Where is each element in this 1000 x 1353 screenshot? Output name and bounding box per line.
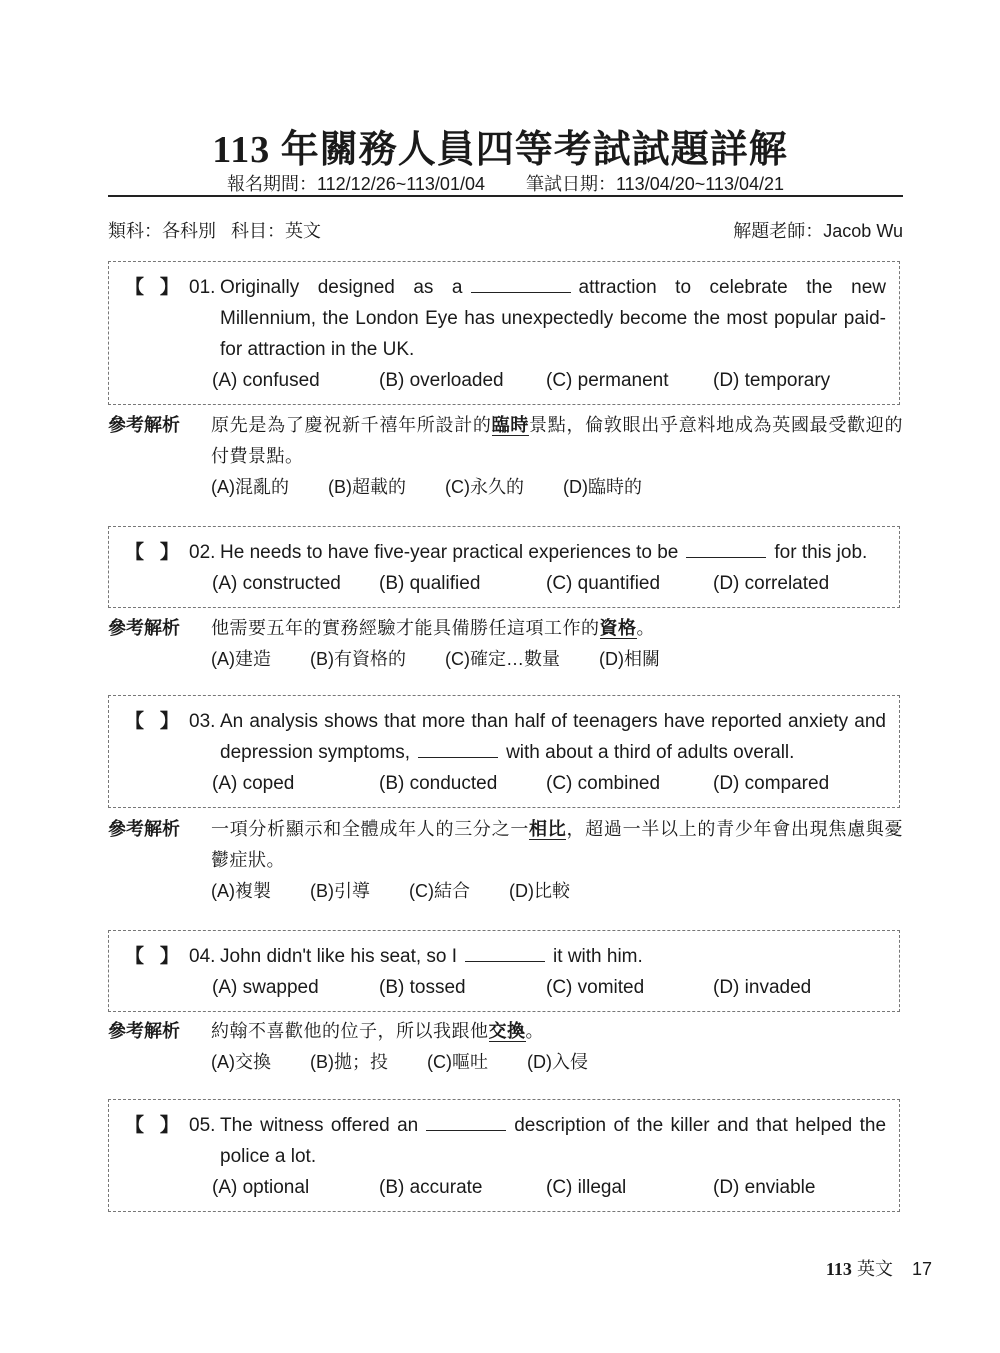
teacher: 解題老師：Jacob Wu <box>733 221 903 241</box>
footer-subject: 英文 <box>856 1259 893 1279</box>
analysis-option-d: (D)相關 <box>599 649 661 669</box>
exam-dates <box>108 170 903 196</box>
header-divider <box>108 195 903 197</box>
analysis-option-c: (C)永久的 <box>445 477 525 497</box>
analysis-option-d: (D)比較 <box>509 881 571 901</box>
answer-blank <box>471 278 571 293</box>
answer-blank <box>465 947 545 962</box>
category: 類科：各科別 <box>108 221 216 241</box>
analysis-option-b: (B)有資格的 <box>310 649 407 669</box>
option-b: (B) tossed <box>379 977 466 998</box>
answer-bracket: 【 】 <box>125 277 179 298</box>
option-c: (C) quantified <box>546 573 661 594</box>
options <box>212 365 886 396</box>
answer-highlight: 交換 <box>488 1021 526 1041</box>
answer-bracket: 【 】 <box>125 946 179 967</box>
option-a: (A) optional <box>212 1177 310 1198</box>
subject: 科目：英文 <box>231 221 322 241</box>
question-text: John didn't like his seat, so I it with him. <box>220 946 643 967</box>
analysis-text: 他需要五年的實務經驗才能具備勝任這項工作的資格。 <box>211 618 655 638</box>
registration-period: 報名期間：112/12/26~113/01/04 <box>226 174 485 194</box>
analysis-option-c: (C)嘔吐 <box>427 1052 489 1072</box>
page-footer <box>826 1255 932 1281</box>
option-c: (C) combined <box>546 773 661 794</box>
question-text: He needs to have five-year practical experiences to be for this job. <box>220 542 868 563</box>
analysis-option-a: (A)建造 <box>211 649 271 669</box>
answer-highlight: 資格 <box>599 618 637 638</box>
option-b: (B) accurate <box>379 1177 483 1198</box>
option-c: (C) permanent <box>546 370 669 391</box>
question-box-05 <box>108 1099 900 1212</box>
question-box-02 <box>108 526 900 608</box>
analysis-option-d: (D)臨時的 <box>563 477 643 497</box>
analysis-option-d: (D)入侵 <box>527 1052 589 1072</box>
question-number: 02. <box>189 542 216 563</box>
category-subject <box>108 217 331 243</box>
option-d: (D) compared <box>713 773 830 794</box>
analysis-text: 原先是為了慶祝新千禧年所設計的臨時景點，倫敦眼出乎意料地成為英國最受歡迎的付費景點。 <box>211 415 904 466</box>
analysis-label: 參考解析 <box>108 1021 180 1041</box>
answer-blank <box>426 1116 506 1131</box>
analysis-option-b: (B)拋；投 <box>310 1052 389 1072</box>
analysis-option-a: (A)複製 <box>211 881 271 901</box>
question-box-03 <box>108 695 900 808</box>
question-box-04 <box>108 930 900 1012</box>
answer-highlight: 臨時 <box>491 415 530 435</box>
question-text: Originally designed as a attraction to celebrate the new Millennium, the London Eye has unexpectedly become the most popular paid-for attraction in the UK. <box>220 277 886 360</box>
options <box>212 568 886 599</box>
option-b: (B) qualified <box>379 573 481 594</box>
option-c: (C) vomited <box>546 977 645 998</box>
analysis-label: 參考解析 <box>108 819 180 839</box>
question-number: 01. <box>189 277 216 298</box>
option-d: (D) correlated <box>713 573 830 594</box>
option-d: (D) temporary <box>713 370 831 391</box>
analysis-options <box>211 644 903 675</box>
options <box>212 1172 886 1203</box>
option-d: (D) enviable <box>713 1177 816 1198</box>
analysis-option-b: (B)引導 <box>310 881 371 901</box>
page-number: 17 <box>911 1259 932 1279</box>
answer-blank <box>686 543 766 558</box>
option-b: (B) overloaded <box>379 370 504 391</box>
option-a: (A) swapped <box>212 977 319 998</box>
question-number: 03. <box>189 711 216 732</box>
question-text: The witness offered an description of the killer and that helped the police a lot. <box>220 1115 887 1167</box>
analysis-text: 一項分析顯示和全體成年人的三分之一相比，超過一半以上的青少年會出現焦慮與憂鬱症狀。 <box>211 819 904 870</box>
question-box-01 <box>108 261 900 405</box>
options <box>212 768 886 799</box>
footer-book: 113 <box>825 1259 852 1279</box>
page-title: 113 年關務人員四等考試試題詳解 <box>212 129 788 171</box>
answer-bracket: 【 】 <box>125 711 179 732</box>
option-a: (A) coped <box>212 773 295 794</box>
option-d: (D) invaded <box>713 977 812 998</box>
analysis-label: 參考解析 <box>108 618 180 638</box>
option-b: (B) conducted <box>379 773 498 794</box>
analysis-option-a: (A)交換 <box>211 1052 271 1072</box>
analysis-01 <box>108 410 903 503</box>
options <box>212 972 886 1003</box>
analysis-03 <box>108 814 903 907</box>
answer-blank <box>418 743 498 758</box>
exam-date: 筆試日期：113/04/20~113/04/21 <box>526 174 784 194</box>
answer-bracket: 【 】 <box>125 1115 179 1136</box>
analysis-options <box>211 472 903 503</box>
analysis-options <box>211 876 903 907</box>
analysis-option-c: (C)確定…數量 <box>445 649 561 669</box>
analysis-option-c: (C)結合 <box>409 881 471 901</box>
analysis-option-a: (A)混亂的 <box>211 477 289 497</box>
answer-bracket: 【 】 <box>125 542 179 563</box>
answer-highlight: 相比 <box>529 819 567 839</box>
question-number: 04. <box>189 946 216 967</box>
analysis-text: 約翰不喜歡他的位子，所以我跟他交換。 <box>211 1021 544 1041</box>
analysis-label: 參考解析 <box>108 415 180 435</box>
question-number: 05. <box>189 1115 216 1136</box>
analysis-04 <box>108 1016 903 1078</box>
analysis-options <box>211 1047 903 1078</box>
option-a: (A) confused <box>212 370 320 391</box>
option-a: (A) constructed <box>212 573 341 594</box>
question-text: An analysis shows that more than half of teenagers have reported anxiety and depression symptoms, with about a third of adults overall. <box>220 711 886 763</box>
analysis-02 <box>108 613 903 675</box>
option-c: (C) illegal <box>546 1177 627 1198</box>
analysis-option-b: (B)超載的 <box>328 477 407 497</box>
